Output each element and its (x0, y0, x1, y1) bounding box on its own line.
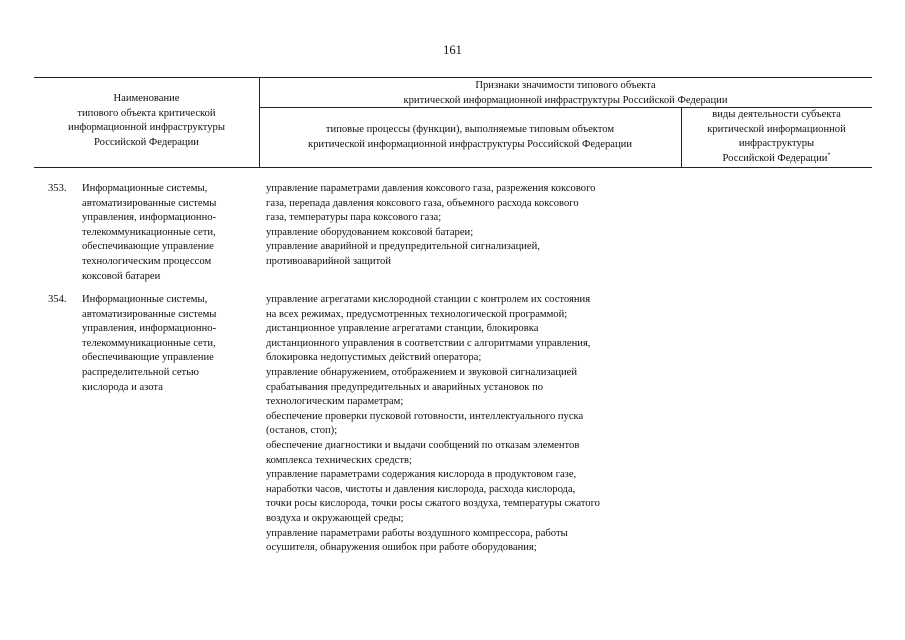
header-object-name-line: Наименование (113, 93, 180, 104)
header-object-name-line: Российской Федерации (94, 136, 199, 148)
process-line: управление аварийной и предупредительной сигнализацией, (266, 241, 540, 253)
row-number: 353. (48, 183, 67, 194)
process-line: точки росы кислорода, точки росы сжатого воздуха, температуры сжатого (266, 498, 600, 510)
process-line: газа, температуры пара коксового газа; (266, 212, 442, 224)
process-line: управление параметрами давления коксового газа, разрежения коксового (266, 183, 596, 194)
header-signs-line: Признаки значимости типового объекта (475, 80, 656, 91)
process-line: противоаварийной защитой (266, 255, 392, 267)
process-line: дистанционного управления в соответствии с алгоритмами управления, (266, 337, 591, 349)
object-name-line: кислорода и азота (82, 381, 163, 393)
process-list (266, 293, 686, 556)
object-name-line: автоматизированные системы (82, 308, 217, 320)
object-name-line: технологическим процессом (82, 255, 212, 267)
process-line: газа, перепада давления коксового газа, объемного расхода коксового (266, 197, 579, 209)
process-line: обеспечение проверки пусковой готовности, интеллектуального пуска (266, 410, 584, 422)
process-line: блокировка недопустимых действий оператора; (266, 352, 482, 364)
object-name-line: распределительной сетью (82, 366, 199, 378)
header-object-name (34, 92, 259, 150)
header-activities-line: критической информационной (707, 123, 846, 135)
object-name-line: обеспечивающие управление (82, 352, 214, 364)
header-activities (681, 108, 872, 166)
footnote-marker: * (827, 152, 831, 159)
process-line: технологическим параметрам; (266, 396, 404, 408)
row-number: 354. (48, 294, 67, 305)
object-name-line: управления, информационно- (82, 212, 217, 224)
process-line: срабатывания предупредительных и аварийных установок по (266, 381, 544, 393)
header-activities-line (681, 152, 872, 167)
page-number: 161 (443, 43, 462, 57)
process-line: управление оборудованием коксовой батареи; (266, 226, 474, 238)
object-name (82, 293, 254, 395)
process-line: управление параметрами работы воздушного компрессора, работы (266, 527, 568, 539)
header-activities-line-text: Российской Федерации (722, 152, 828, 164)
object-name-line: телекоммуникационные сети, (82, 226, 216, 238)
header-signs (259, 79, 872, 108)
process-line: управление параметрами содержания кислорода в продуктовом газе, (266, 469, 577, 481)
object-name-line: Информационные системы, (82, 294, 208, 305)
object-name-line: телекоммуникационные сети, (82, 337, 216, 349)
object-name-line: Информационные системы, (82, 183, 208, 194)
header-object-name-line: типового объекта критической (77, 107, 216, 119)
process-line: управление агрегатами кислородной станции с контролем их состояния (266, 294, 591, 305)
header-signs-line: критической информационной инфраструктуры Российской Федерации (403, 94, 728, 106)
process-line: на всех режимах, предусмотренных технологической программой; (266, 308, 568, 320)
header-processes (259, 123, 681, 152)
process-line: обеспечение диагностики и выдачи сообщений по отказам элементов (266, 439, 580, 451)
process-line: дистанционное управление агрегатами станции, блокировка (266, 323, 539, 335)
header-processes-line: типовые процессы (функции), выполняемые типовым объектом (325, 124, 615, 135)
object-name-line: коксовой батареи (82, 270, 161, 282)
header-processes-line: критической информационной инфраструктуры Российской Федерации (307, 138, 633, 150)
process-line: наработки часов, чистоты и давления кислорода, расхода кислорода, (266, 483, 576, 495)
process-line: осушителя, обнаружения ошибок при работе оборудования; (266, 542, 537, 554)
process-line: воздуха и окружающей среды; (266, 512, 404, 524)
process-line: комплекса технических средств; (266, 454, 412, 466)
process-list (266, 182, 686, 270)
object-name-line: обеспечивающие управление (82, 241, 214, 253)
header-bottom-rule (34, 167, 872, 168)
object-name-line: управления, информационно- (82, 323, 217, 335)
process-line: (останов, стоп); (266, 425, 338, 437)
header-activities-line: инфраструктуры (738, 138, 815, 150)
object-name-line: автоматизированные системы (82, 197, 217, 209)
header-activities-line: виды деятельности субъекта (712, 109, 841, 120)
table-top-rule (34, 77, 872, 78)
header-object-name-line: информационной инфраструктуры (68, 122, 225, 134)
object-name (82, 182, 254, 284)
process-line: управление обнаружением, отображением и звуковой сигнализацией (266, 366, 578, 378)
